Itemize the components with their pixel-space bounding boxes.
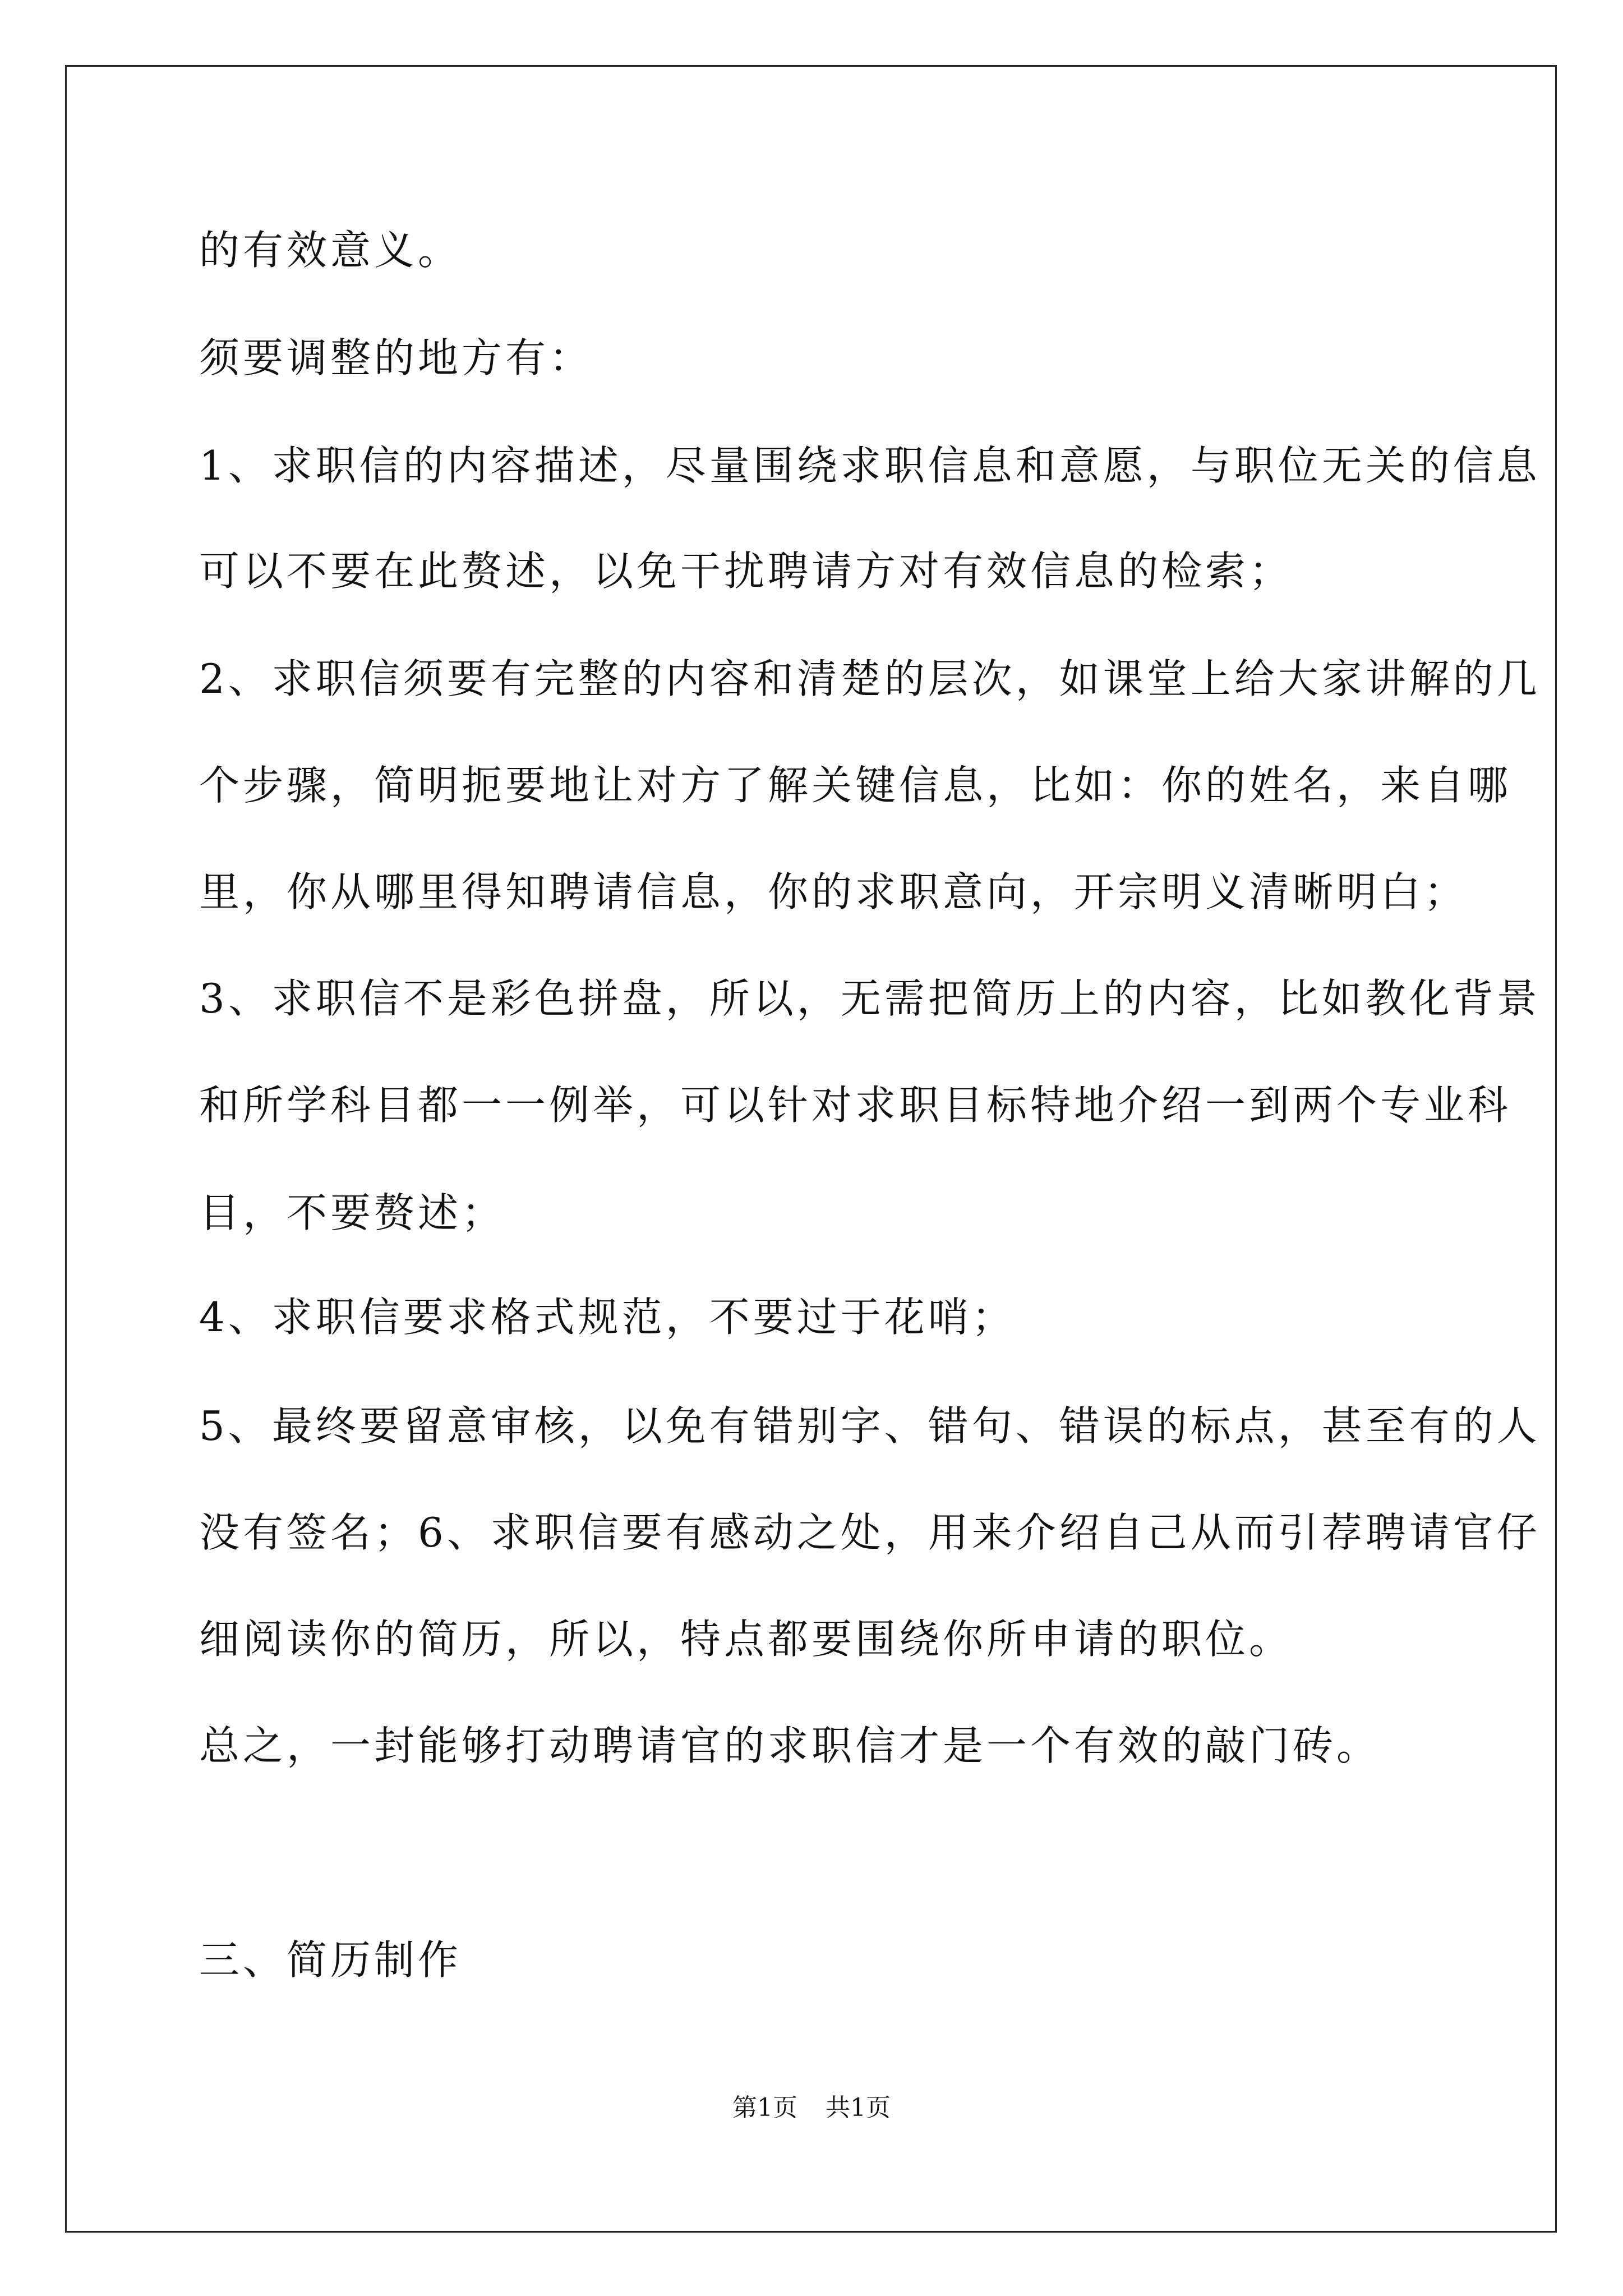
text-line: 4、求职信要求格式规范，不要过于花哨；: [199, 1294, 1016, 1341]
text-line: 和所学科目都一一例举，可以针对求职目标特地介绍一到两个专业科: [199, 1082, 1512, 1129]
text-line: 5、最终要留意审核，以免有错别字、错句、错误的标点，甚至有的人: [199, 1402, 1541, 1450]
page-border: [65, 65, 1557, 2233]
page-number: 第1页: [732, 2093, 797, 2122]
text-line: 个步骤，简明扼要地让对方了解关键信息，比如：你的姓名，来自哪: [199, 762, 1512, 809]
text-line: 3、求职信不是彩色拼盘，所以，无需把简历上的内容，比如教化背景: [199, 975, 1541, 1022]
text-line: 1、求职信的内容描述，尽量围绕求职信息和意愿，与职位无关的信息: [199, 442, 1541, 489]
text-line: 可以不要在此赘述，以免干扰聘请方对有效信息的检索；: [199, 547, 1293, 595]
text-line: 2、求职信须要有完整的内容和清楚的层次，如课堂上给大家讲解的几: [199, 655, 1541, 702]
page-footer: [0, 2091, 1623, 2125]
text-line: 须要调整的地方有：: [199, 334, 593, 381]
text-line: 总之，一封能够打动聘请官的求职信才是一个有效的敲门砖。: [199, 1722, 1381, 1769]
page-total: 共1页: [826, 2093, 891, 2122]
text-line: 细阅读你的简历，所以，特点都要围绕你所申请的职位。: [199, 1616, 1293, 1663]
text-line: 里，你从哪里得知聘请信息，你的求职意向，开宗明义清晰明白；: [199, 868, 1468, 915]
section-heading: 三、简历制作: [199, 1936, 462, 1984]
text-line: 没有签名；6、求职信要有感动之处，用来介绍自己从而引荐聘请官仔: [199, 1509, 1541, 1556]
text-line: 目，不要赘述；: [199, 1189, 506, 1236]
text-line: 的有效意义。: [199, 227, 462, 274]
